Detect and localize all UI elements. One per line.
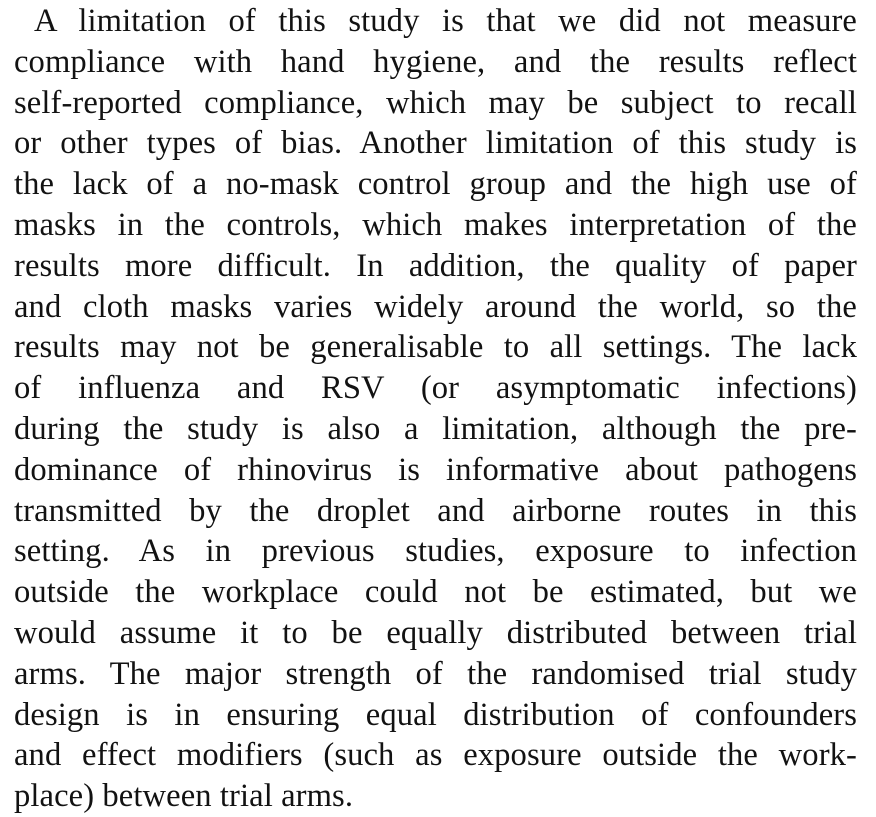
text-line: during the study is also a limitation, although the pre- bbox=[14, 410, 857, 447]
text-line: and cloth masks varies widely around the world, so the bbox=[14, 288, 857, 325]
text-line: would assume it to be equally distributed between trial bbox=[14, 614, 857, 651]
text-line: outside the workplace could not be estimated, but we bbox=[14, 574, 857, 611]
text-line: A limitation of this study is that we did not measure bbox=[34, 3, 857, 39]
text-line: and effect modifiers (such as exposure outside the work- bbox=[14, 737, 857, 774]
paper-paragraph bbox=[14, 0, 857, 817]
text-line: arms. The major strength of the randomised trial study bbox=[14, 655, 857, 692]
text-line: self-reported compliance, which may be subject to recall bbox=[14, 84, 857, 121]
text-line: setting. As in previous studies, exposure to infection bbox=[14, 533, 857, 570]
text-line: dominance of rhinovirus is informative about pathogens bbox=[14, 451, 857, 488]
text-line: of influenza and RSV (or asymptomatic infections) bbox=[14, 370, 857, 407]
text-line: masks in the controls, which makes interpretation of the bbox=[14, 206, 857, 243]
text-line: place) between trial arms. bbox=[14, 778, 354, 815]
text-line: results may not be generalisable to all settings. The lack bbox=[14, 329, 857, 366]
text-line: compliance with hand hygiene, and the results reflect bbox=[14, 43, 857, 80]
text-line: or other types of bias. Another limitation of this study is bbox=[14, 125, 857, 162]
text-line: the lack of a no-mask control group and the high use of bbox=[14, 166, 857, 203]
text-line: design is in ensuring equal distribution of confounders bbox=[14, 696, 857, 733]
text-line: results more difficult. In addition, the quality of paper bbox=[14, 247, 857, 284]
text-line: transmitted by the droplet and airborne routes in this bbox=[14, 492, 857, 529]
